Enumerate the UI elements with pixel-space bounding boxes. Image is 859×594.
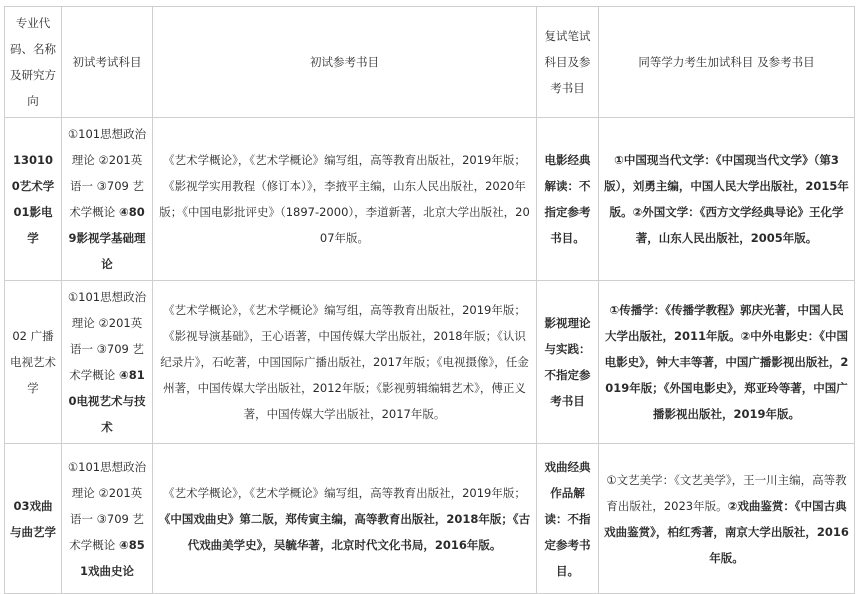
extra-cell (599, 444, 855, 594)
exam-table (4, 6, 855, 594)
books-text: 《艺术学概论》，《艺术学概论》编写组，高等教育出版社，2019年版； (163, 485, 526, 500)
major-cell: 02 广播电视艺术学 (5, 281, 62, 444)
major-cell: 130100艺术学01影电学 (5, 118, 62, 281)
subjects-cell (62, 118, 153, 281)
table-row (5, 281, 855, 444)
header-row (5, 7, 855, 118)
subjects-text: ①101思想政治理论 ②201英语一 ③709 艺术学概论 (67, 290, 147, 382)
table-row (5, 118, 855, 281)
books-cell: 《艺术学概论》，《艺术学概论》编写组，高等教育出版社，2019年版；《影视导演基础》，王心语著，中国传媒大学出版社，2018年版；《认识纪录片》，石屹著，中国国际广播出版社，2017年版；《电视摄像》，任金州著，中国传媒大学出版社，2012年版；《影视剪辑编辑艺术》，傅正义著，中国传媒大学出版社，2017年版。 (153, 281, 537, 444)
header-major: 专业代码、名称及研究方向 (5, 7, 62, 118)
subjects-cell (62, 281, 153, 444)
header-exam-subjects: 初试考试科目 (62, 7, 153, 118)
books-cell: 《艺术学概论》，《艺术学概论》编写组，高等教育出版社，2019年版；《影视学实用教程（修订本）》，李掖平主编，山东人民出版社，2020年版；《中国电影批评史》（1897-2000），李道新著，北京大学出版社，2007年版。 (153, 118, 537, 281)
subjects-cell (62, 444, 153, 594)
header-equivalent-extra: 同等学力考生加试科目 及参考书目 (599, 7, 855, 118)
header-retest: 复试笔试科目及参考书目 (537, 7, 599, 118)
major-cell: 03戏曲与曲艺学 (5, 444, 62, 594)
subjects-text: ①101思想政治理论 ②201英语一 ③709 艺术学概论 (67, 127, 147, 219)
books-cell (153, 444, 537, 594)
table-row (5, 444, 855, 594)
retest-cell: 电影经典解读：不指定参考书目。 (537, 118, 599, 281)
subjects-bold-text: ④851戏曲史论 (79, 537, 145, 578)
books-bold-text: 《中国戏曲史》第二版，郑传寅主编，高等教育出版社，2018年版；《古代戏曲美学史》，吴毓华著，北京时代文化书局，2016年版。 (158, 511, 531, 552)
retest-cell: 影视理论与实践：不指定参考书目 (537, 281, 599, 444)
subjects-bold-text: ④809影视学基础理论 (68, 205, 146, 271)
retest-cell: 戏曲经典作品解读：不指定参考书目。 (537, 444, 599, 594)
subjects-bold-text: ④810电视艺术与技术 (68, 368, 146, 434)
extra-text: ①文艺美学：《文艺美学》，王一川主编，高等教育出版社，2023年版。 (606, 472, 847, 513)
subjects-text: ①101思想政治理论 ②201英语一 ③709 艺术学概论 (67, 459, 147, 552)
extra-cell: ①中国现当代文学：《中国现当代文学》（第3版），刘勇主编，中国人民大学出版社，2015年版。②外国文学：《西方文学经典导论》王化学著，山东人民出版社，2005年版。 (599, 118, 855, 281)
extra-cell: ①传播学：《传播学教程》郭庆光著，中国人民大学出版社，2011年版。②中外电影史：《中国电影史》，钟大丰等著，中国广播影视出版社，2019年版；《外国电影史》，郑亚玲等著，中国广播影视出版社，2019年版。 (599, 281, 855, 444)
extra-bold-text: ②戏曲鉴赏：《中国古典戏曲鉴赏》，柏红秀著，南京大学出版社，2016年版。 (604, 498, 849, 565)
header-reference-books: 初试参考书目 (153, 7, 537, 118)
